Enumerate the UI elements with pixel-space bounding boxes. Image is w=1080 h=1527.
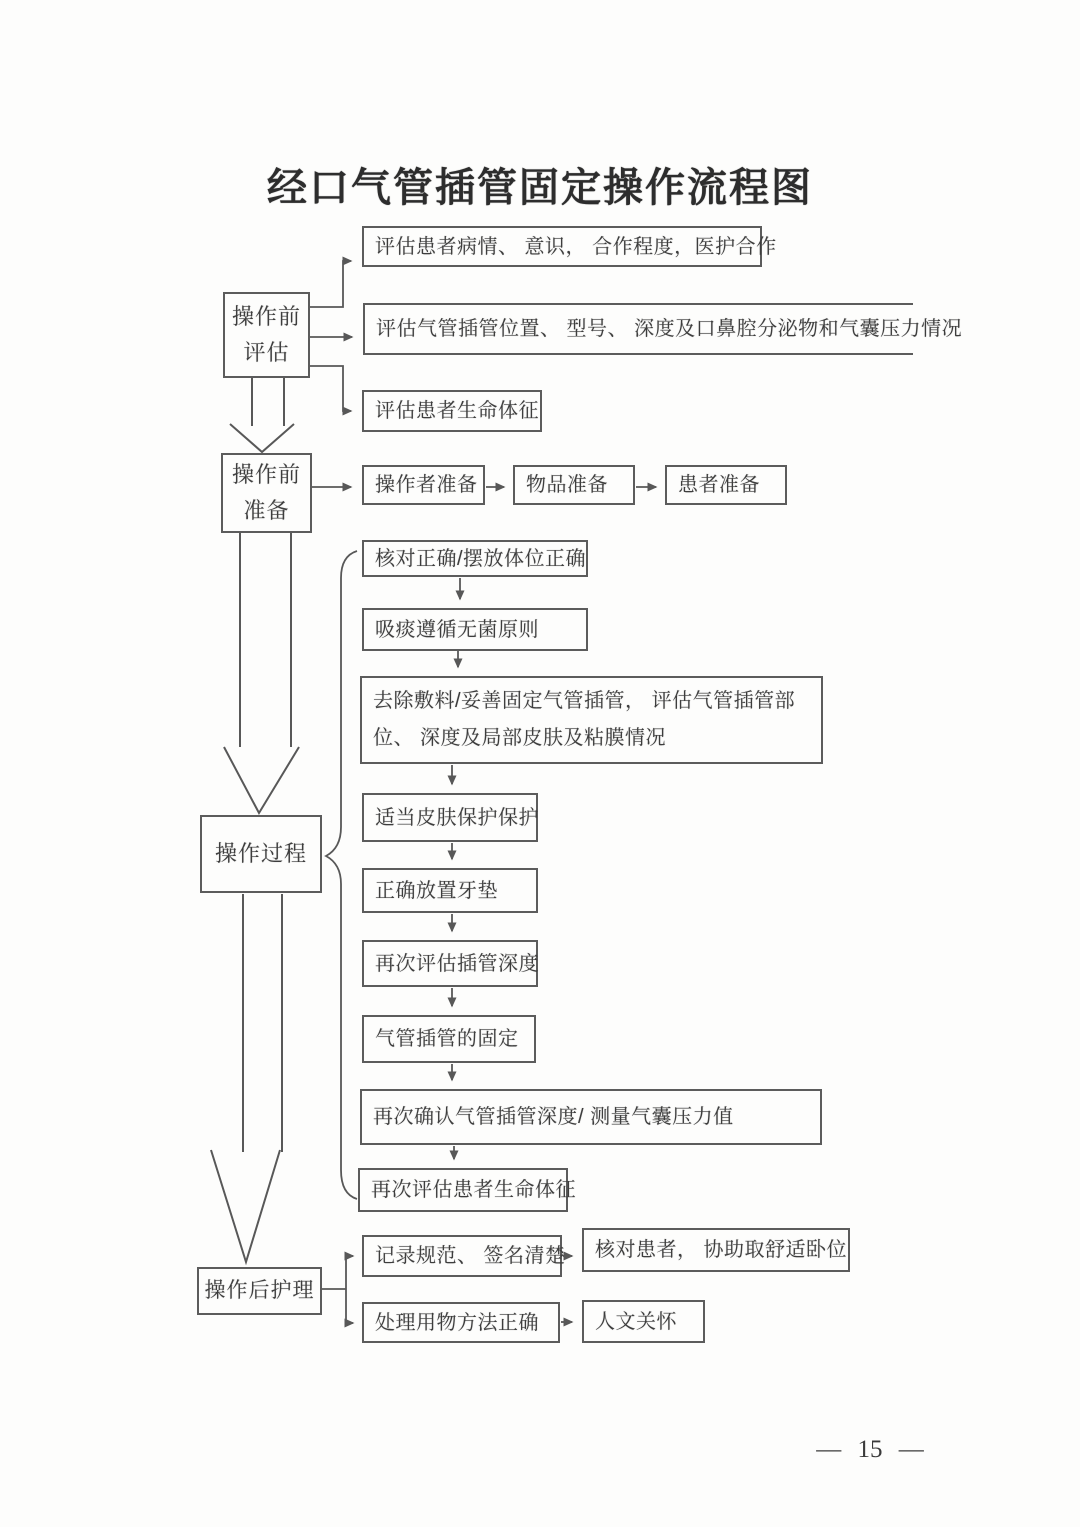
stage-label-line: 评估 [243, 340, 290, 365]
stage-label-line: 准备 [243, 498, 290, 523]
step-suction-aseptic: 吸痰遵循无菌原则 [362, 608, 588, 651]
stage-label-line: 操作前 [231, 461, 301, 487]
step-skin-protection: 适当皮肤保护保护 [362, 793, 538, 842]
step-humanistic-care: 人文关怀 [582, 1300, 705, 1343]
step-assess-vital-signs: 评估患者生命体征 [362, 390, 542, 432]
step-assess-patient-condition: 评估患者病情、 意识， 合作程度，医护合作 [362, 226, 762, 267]
step-verify-patient-comfort: 核对患者， 协助取舒适卧位 [582, 1228, 850, 1272]
stage-label-line: 操作过程 [214, 840, 307, 866]
step-reassess-tube-depth: 再次评估插管深度 [362, 940, 538, 987]
big-arrow-process-to-postcare [211, 894, 282, 1262]
step-item-preparation: 物品准备 [513, 465, 635, 505]
flowchart-title: 经口气管插管固定操作流程图 [267, 166, 813, 210]
step-reconfirm-depth-cuff-pressure: 再次确认气管插管深度/ 测量气囊压力值 [360, 1089, 822, 1145]
connector-assess-vitals [310, 366, 351, 411]
step-handle-used-items: 处理用物方法正确 [362, 1302, 560, 1343]
stage-label-line: 操作后护理 [204, 1278, 315, 1302]
process-brace [326, 551, 357, 1199]
step-place-bite-block: 正确放置牙垫 [362, 868, 538, 913]
step-reassess-vital-signs: 再次评估患者生命体征 [358, 1168, 568, 1212]
stage-pre-preparation [221, 453, 312, 533]
step-tube-fixation: 气管插管的固定 [362, 1015, 536, 1063]
connector-assess-condition [310, 261, 351, 307]
stage-label-line: 操作前 [231, 303, 301, 329]
page-number: — 15 — [816, 1436, 924, 1463]
step-operator-preparation: 操作者准备 [362, 465, 485, 505]
step-verify-position: 核对正确/摆放体位正确 [362, 540, 588, 577]
big-arrow-assess-to-prep [230, 378, 294, 452]
step-patient-preparation: 患者准备 [665, 465, 787, 505]
big-arrow-prep-to-process [224, 533, 299, 813]
step-remove-dressing-assess: 去除敷料/妥善固定气管插管， 评估气管插管部位、 深度及局部皮肤及粘膜情况 [360, 676, 823, 764]
step-record-and-sign: 记录规范、 签名清楚 [362, 1235, 562, 1277]
stage-process [200, 815, 322, 893]
step-assess-tube-status: 评估气管插管位置、 型号、 深度及口鼻腔分泌物和气囊压力情况 [363, 303, 913, 355]
stage-pre-assessment [223, 292, 310, 378]
stage-post-care [197, 1267, 322, 1315]
